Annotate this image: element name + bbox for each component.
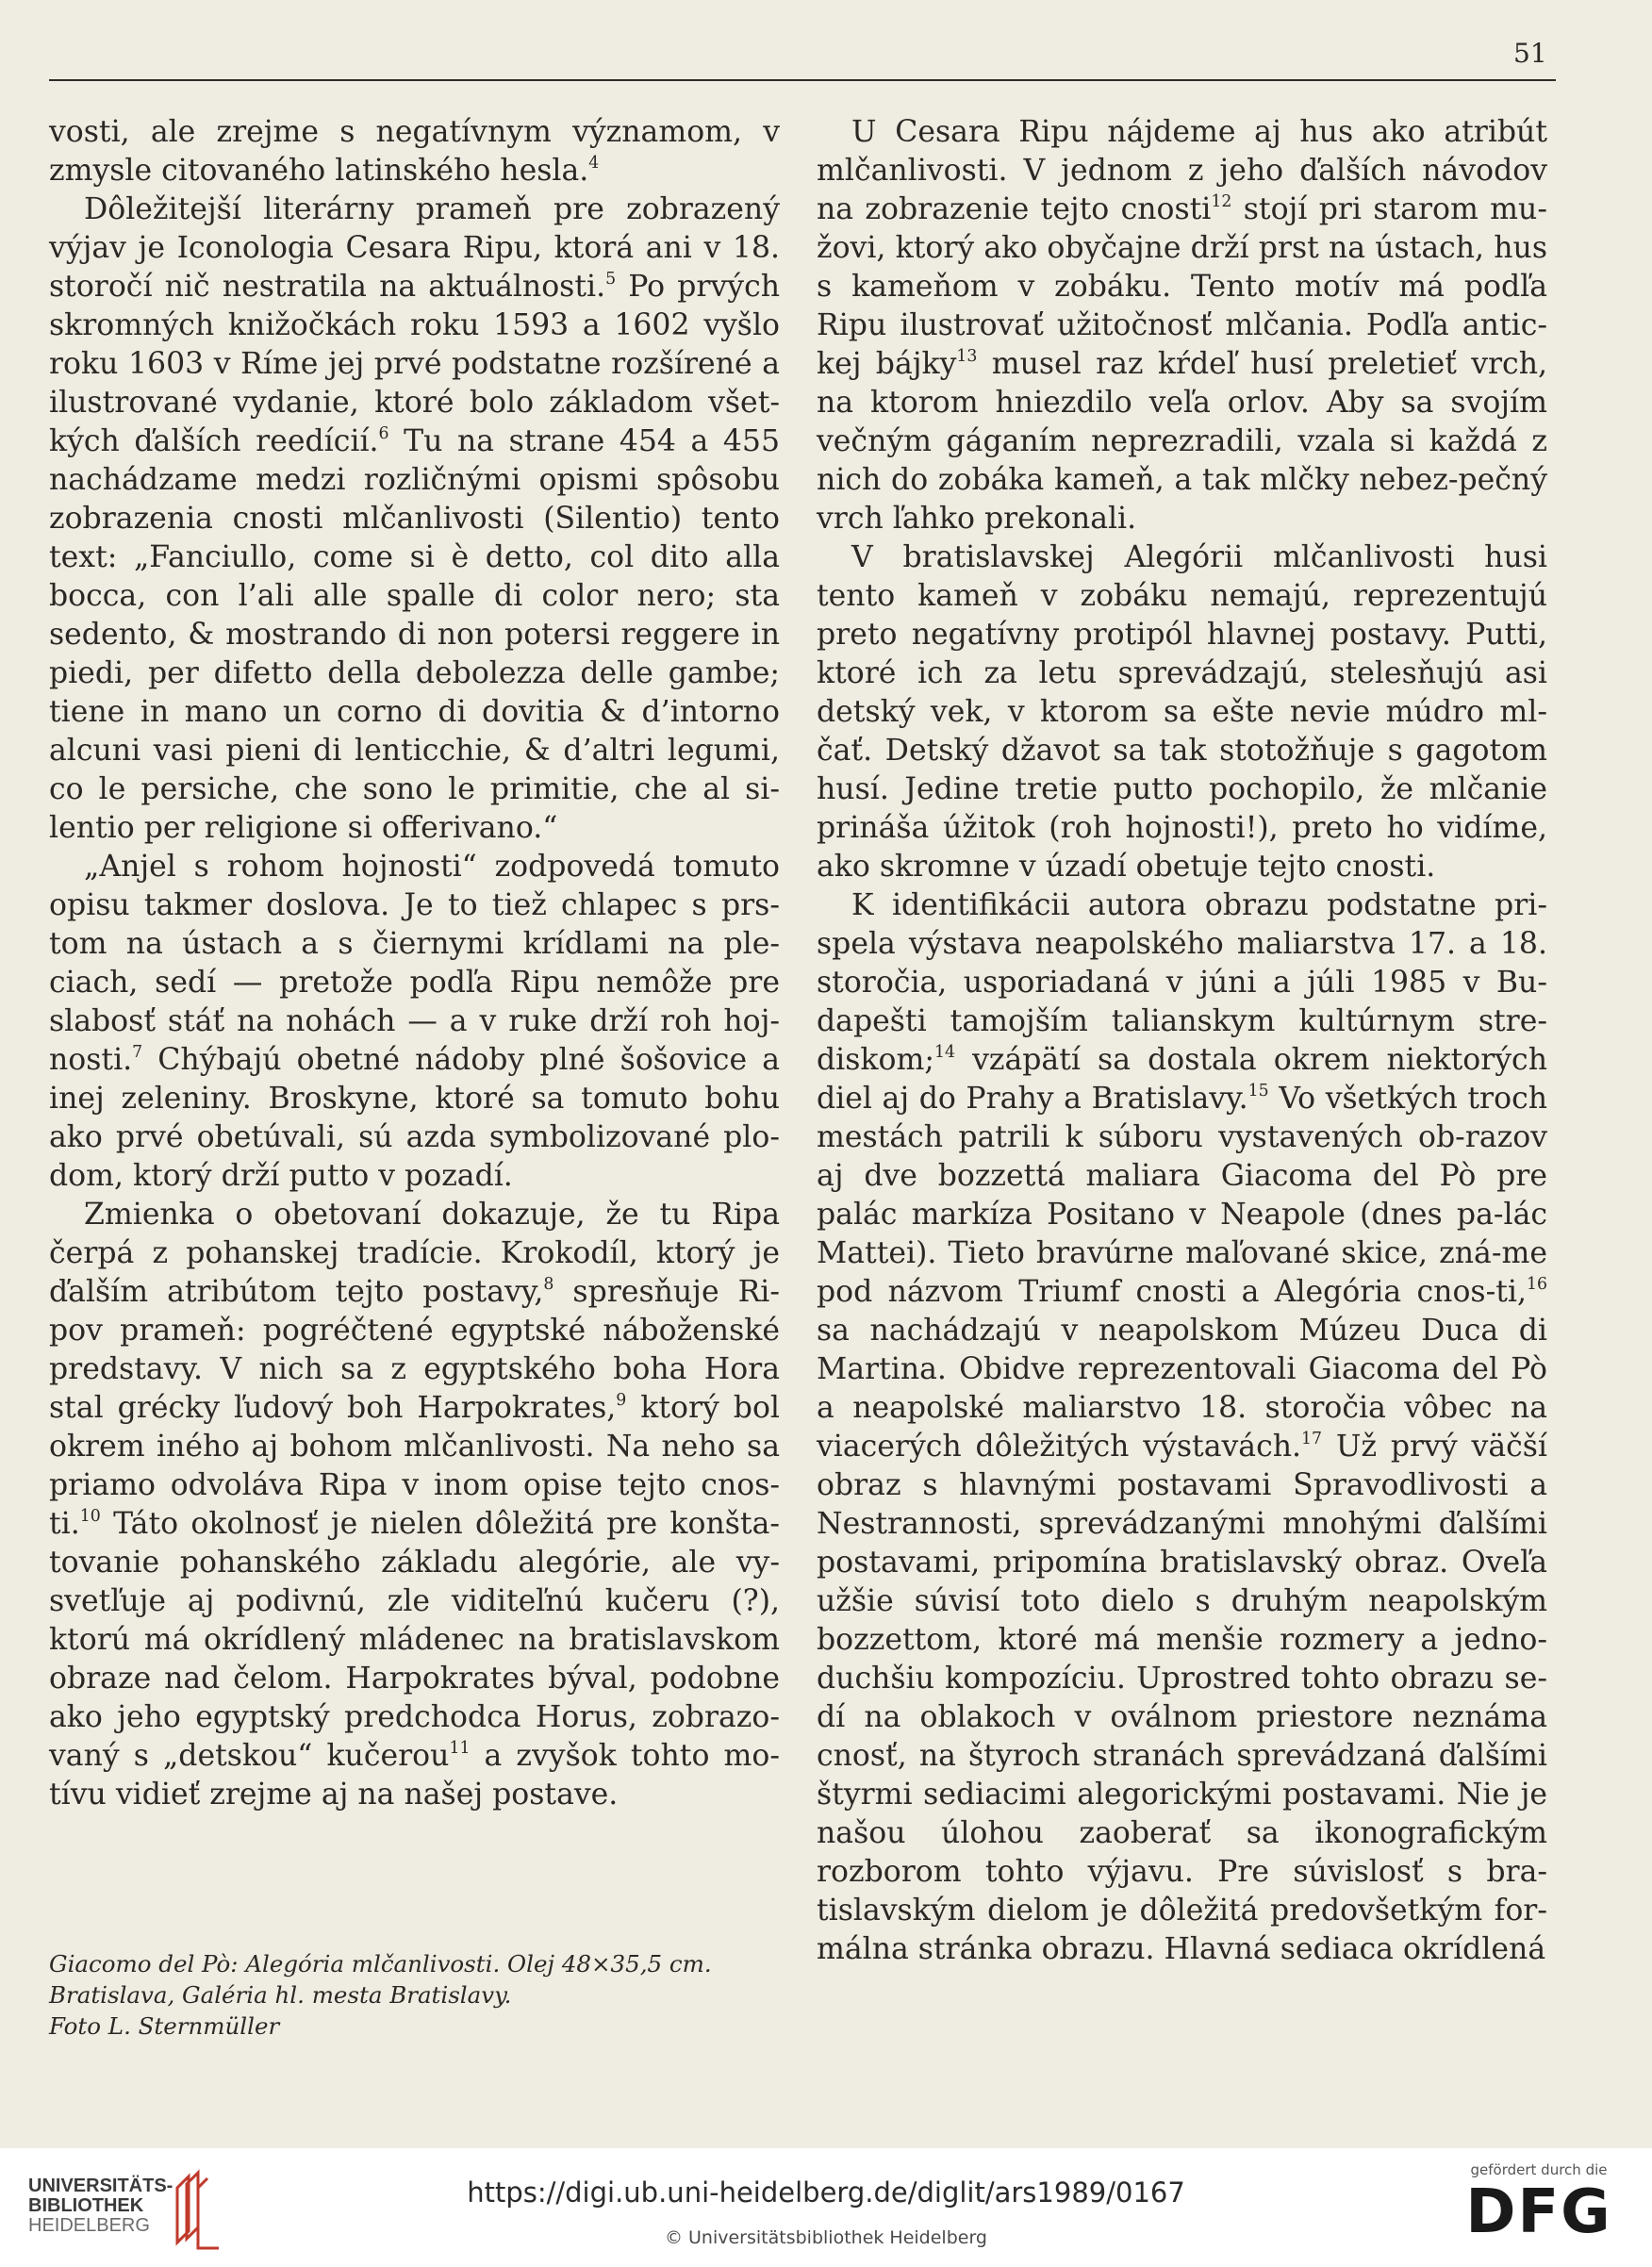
paragraph: Zmienka o obetovaní dokazuje, že tu Ripa čerpá z pohanskej tradície. Krokodíl, ktorý je ďalším atribútom tejto postavy,$^8$ spresňuje Ri-pov prameň: pogréčtené egyptské náboženské predstavy. V nich sa z egyptského boha Hora stal grécky ľudový boh Harpokrates,$^9$ ktorý bol okrem iného aj bohom mlčanlivosti. Na neho sa priamo odvoláva Ripa v inom opise tejto cnos-ti.$^{10}$ Táto okolnosť je nielen dôležitá pre konšta-tovanie pohanského základu alegórie, ale vy-svetľuje aj podivnú, zle viditeľnú kučeru (?), ktorú má okrídlený mládenec na bratislavskom obraze nad čelom. Harpokrates býval, podobne ako jeho egyptský predchodca Horus, zobrazo-vaný s „detskou“ kučerou$^{11}$ a zvyšok tohto mo-tívu vidieť zrejme aj na našej postave. — [49, 1198, 781, 1812]
paragraph: „Anjel s rohom hojnosti“ zodpovedá tomuto opisu takmer doslova. Je to tiež chlapec s prs-tom na ústach a s čiernymi krídlami na ple-ciach, sedí — pretože podľa Ripu nemôže pre slabosť stáť na nohách — a v ruke drží roh hoj-nosti.$^7$ Chýbajú obetné nádoby plné šošovice a inej zeleniny. Broskyne, ktoré sa tomuto bohu ako prvé obetúvali, sú azda symbolizované plo-dom, ktorý drží putto v pozadí. — [49, 850, 780, 1193]
header-rule — [49, 79, 1556, 81]
caption-line: Giacomo del Pò: Alegória mlčanlivosti. Olej 48×35,5 cm. — [49, 1950, 712, 1977]
library-name-line: BIBLIOTHEK — [28, 2195, 144, 2216]
left-column — [49, 113, 780, 1814]
paragraph: Dôležitejší literárny prameň pre zobrazený výjav je Iconologia Cesara Ripu, ktorá ani v 18. storočí nič nestratila na aktuálnosti.$^5$ Po prvých skromných knižočkách roku 1593 a 1602 vyšlo roku 1603 v Ríme jej prvé podstatne rozšírené a ilustrované vydanie, ktoré bolo základom všet-kých ďalších reedícií.$^6$ Tu na strane 454 a 455 nachádzame medzi rozličnými opismi spôsobu zobrazenia cnosti mlčanlivosti (Silentio) tento text: „Fanciullo, come si è detto, col dito alla bocca, con l’ali alle spalle di color nero; sta sedento, & mostrando di non potersi reggere in piedi, per difetto della debolezza delle gambe; tiene in mano un corno di dovitia & d’intorno alcuni vasi pieni di lenticchie, & d’altri legumi, co le persiche, che sono le primitie, che al si-lentio per religione si offerivano.“ — [49, 192, 780, 845]
dfg-logo[interactable] — [1454, 2161, 1624, 2256]
permalink-url[interactable]: https://digi.ub.uni-heidelberg.de/diglit/ars1989/0167 — [467, 2176, 1185, 2209]
paragraph: K identifikácii autora obrazu podstatne pri-spela výstava neapolského maliarstva 17. a 18. storočia, usporiadaná v júni a júli 1985 v Bu-dapešti tamojším talianskym kultúrnym stre-diskom;$^{14}$ vzápätí sa dostala okrem niektorých diel aj do Prahy a Bratislavy.$^{15}$ Vo všetkých troch mestách patrili k súboru vystavených ob-razov aj dve bozzettá maliara Giacoma del Pò pre palác markíza Positano v Neapole (dnes pa-lác Mattei). Tieto bravúrne maľované skice, zná-me pod názvom Triumf cnosti a Alegória cnos-ti,$^{16}$ sa nachádzajú v neapolskom Múzeu Duca di Martina. Obidve reprezentovali Giacoma del Pò a neapolské maliarstvo 18. storočia vôbec na viacerých dôležitých výstavách.$^{17}$ Už prvý väčší obraz s hlavnými postavami Spravodlivosti a Nestrannosti, sprevádzanými mnohými ďalšími postavami, pripomína bratislavský obraz. Oveľa užšie súvisí toto dielo s druhým neapolským bozzettom, ktoré má menšie rozmery a jedno-duchšiu kompozíciu. Uprostred tohto obrazu se-dí na oblakoch v oválnom priestore neznáma cnosť, na štyroch stranách sprevádzaná ďalšími štyrmi sediacimi alegorickými postavami. Nie je našou úlohou zaoberať sa ikonografickým rozborom tohto výjavu. Pre súvislosť s bra-tislavským dielom je dôležitá predovšetkým for-málna stránka obrazu. Hlavná sediaca okrídlená — [817, 888, 1548, 1966]
library-name-line: UNIVERSITÄTS- — [28, 2176, 173, 2196]
caption-line: Bratislava, Galéria hl. mesta Bratislavy. — [49, 1981, 512, 2009]
dfg-wordmark: DFG — [1465, 2177, 1612, 2247]
caption-line: Foto L. Sternmüller — [49, 2012, 280, 2040]
page-number: 51 — [1513, 38, 1547, 69]
paragraph: V bratislavskej Alegórii mlčanlivosti husi tento kameň v zobáku nemajú, reprezentujú preto negatívny protipól hlavnej postavy. Putti, ktoré ich za letu sprevádzajú, stelesňujú asi detský vek, v ktorom sa ešte nevie múdro ml-čať. Detský džavot sa tak stotožňuje s gagotom husí. Jedine tretie putto pochopilo, že mlčanie prináša úžitok (roh hojnosti!), preto ho vidíme, ako skromne v úzadí obetuje tejto cnosti. — [817, 540, 1547, 884]
copyright-notice: © Universitätsbibliothek Heidelberg — [664, 2227, 987, 2248]
figure-caption — [49, 1948, 794, 2042]
right-column — [817, 113, 1547, 1969]
dfg-tagline: gefördert durch die — [1470, 2161, 1608, 2178]
paragraph: U Cesara Ripu nájdeme aj hus ako atribút mlčanlivosti. V jednom z jeho ďalších návodov na zobrazenie tejto cnosti$^{12}$ stojí pri starom mu-žovi, ktorý ako obyčajne drží prst na ústach, hus s kameňom v zobáku. Tento motív má podľa Ripu ilustrovať užitočnosť mlčania. Podľa antic-kej bájky$^{13}$ musel raz kŕdeľ husí preletieť vrch, na ktorom hniezdilo veľa orlov. Aby sa svojím večným gáganím neprezradili, vzala si každá z nich do zobáka kameň, a tak mlčky nebez-pečný vrch ľahko prekonali. — [817, 115, 1547, 536]
library-name-line: HEIDELBERG — [28, 2215, 150, 2236]
paragraph: vosti, ale zrejme s negatívnym významom, v zmysle citovaného latinského hesla.$^4$ — [49, 115, 780, 188]
footer-bar — [0, 2148, 1652, 2267]
